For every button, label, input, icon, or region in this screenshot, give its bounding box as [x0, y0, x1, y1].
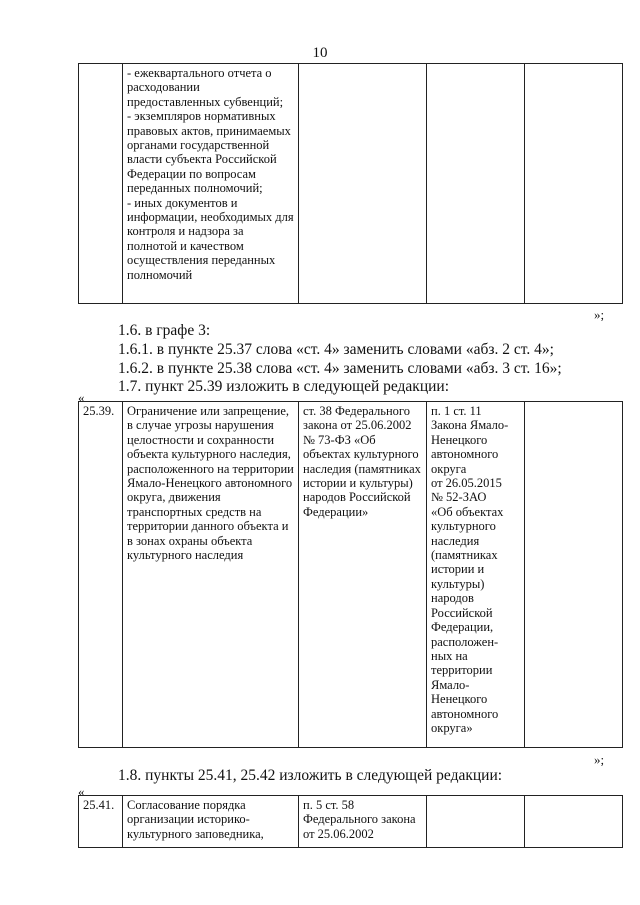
continued-table	[78, 63, 623, 304]
table3-opening-quote: «	[78, 784, 85, 799]
amendment-1-6-2: 1.6.2. в пункте 25.38 слова «ст. 4» заменить словами «абз. 3 ст. 16»;	[118, 360, 562, 377]
item-25-39-table	[78, 401, 623, 748]
t3-number-cell: 25.41.	[79, 796, 123, 848]
t2-federal-basis-cell: ст. 38 Федерального закона от 25.06.2002 № 73-ФЗ «Об объектах культурного наследия (памятниках истории и культуры) народов Российской Федерации»	[299, 402, 427, 748]
t3-federal-basis-cell: п. 5 ст. 58 Федерального закона от 25.06.2002	[299, 796, 427, 848]
amendment-1-8: 1.8. пункты 25.41, 25.42 изложить в следующей редакции:	[118, 767, 503, 784]
table2-opening-quote: «	[78, 390, 85, 405]
page-number: 10	[312, 45, 328, 61]
t3-extra-cell	[525, 796, 623, 848]
table2-closing-quote: »;	[594, 752, 605, 767]
item-25-41-table	[78, 795, 623, 848]
amendment-1-7: 1.7. пункт 25.39 изложить в следующей редакции:	[118, 378, 450, 395]
amendment-1-6: 1.6. в графе 3:	[118, 322, 211, 339]
t1-number-cell	[79, 64, 123, 304]
t2-description-cell: Ограничение или запрещение, в случае угрозы нарушения целостности и сохранности объекта культурного наследия, расположенного на территории Ямало-Ненецкого автономного округа, движения транспортных средств на территории данного объекта и в зонах охраны объекта культурного наследия	[123, 402, 299, 748]
t2-number-cell: 25.39.	[79, 402, 123, 748]
amendment-1-6-1: 1.6.1. в пункте 25.37 слова «ст. 4» заменить словами «абз. 2 ст. 4»;	[118, 341, 554, 358]
t1-regional-basis-cell	[427, 64, 525, 304]
t3-description-cell: Согласование порядка организации историко-культурного заповедника,	[123, 796, 299, 848]
t1-description-cell: - ежеквартального отчета о расходовании предоставленных субвенций; - экземпляров нормативных правовых актов, принимаемых органами государственной власти субъекта Российской Федерации по вопросам переданных полномочий; - иных документов и информации, необходимых для контроля и надзора за полнотой и качеством осуществления переданных полномочий	[123, 64, 299, 304]
t1-federal-basis-cell	[299, 64, 427, 304]
t2-regional-basis-cell: п. 1 ст. 11 Закона Ямало- Ненецкого автономного округа от 26.05.2015 № 52-ЗАО «Об объектах культурного наследия (памятниках истории и культуры) народов Российской Федерации, расположен- ных на территории Ямало- Ненецкого автономного округа»	[427, 402, 525, 748]
t3-regional-basis-cell	[427, 796, 525, 848]
t1-extra-cell	[525, 64, 623, 304]
t2-extra-cell	[525, 402, 623, 748]
table1-closing-quote: »;	[594, 307, 605, 322]
